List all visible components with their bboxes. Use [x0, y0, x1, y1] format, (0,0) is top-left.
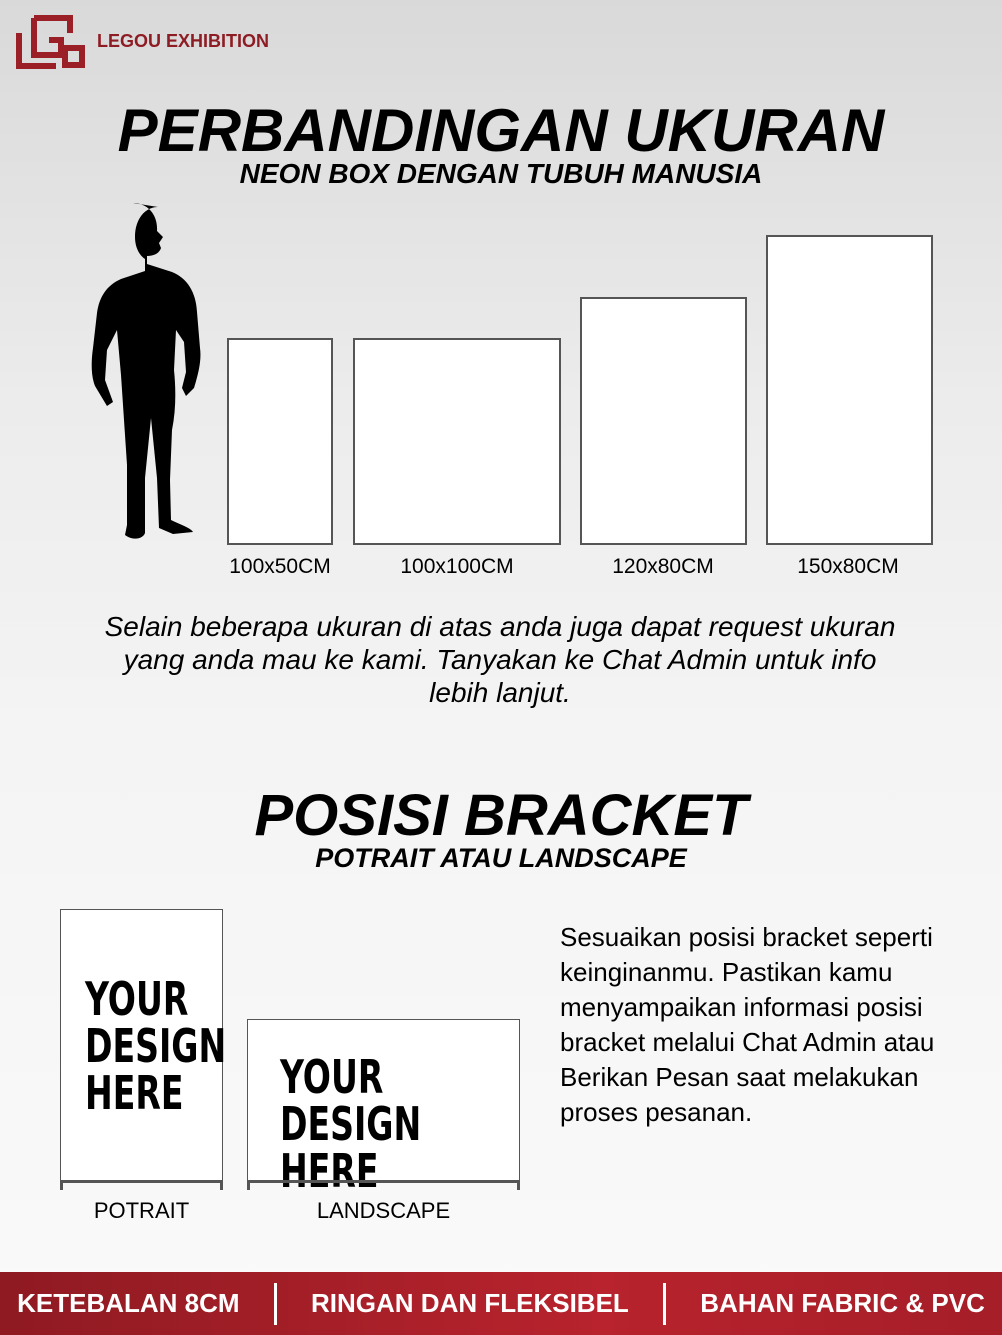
size-label: 100x100CM [400, 555, 514, 578]
landscape-bracket [247, 1180, 520, 1190]
portrait-box [60, 909, 227, 1182]
section1-title: PERBANDINGAN UKURAN [117, 97, 885, 164]
size-label: 150x80CM [797, 555, 899, 578]
human-silhouette-icon [58, 203, 213, 545]
size-label: 100x50CM [229, 555, 331, 578]
footer-bar [0, 1272, 1002, 1335]
brand-name: LEGOU EXHIBITION [97, 31, 270, 51]
landscape-box [247, 1019, 520, 1198]
portrait-label: POTRAIT [93, 1198, 190, 1223]
footer-divider [274, 1283, 277, 1325]
landscape-design-text: YOUR DESIGN HERE [280, 1050, 422, 1198]
footer-item: BAHAN FABRIC & PVC [700, 1288, 985, 1318]
footer-item: KETEBALAN 8CM [17, 1288, 240, 1318]
section1-subtitle: NEON BOX DENGAN TUBUH MANUSIA [239, 158, 763, 189]
footer-item: RINGAN DAN FLEKSIBEL [311, 1288, 629, 1318]
size-box-100x100 [353, 338, 561, 545]
bracket-description: Sesuaikan posisi bracket seperti keinginanmu. Pastikan kamu menyampaikan informasi posisi bracket melalui Chat Admin atau Berikan Pesan saat melakukan proses pesanan. [560, 922, 935, 1127]
size-label: 120x80CM [612, 555, 714, 578]
size-box-120x80 [580, 297, 747, 545]
logo-icon [16, 15, 86, 69]
section2-title: POSISI BRACKET [254, 783, 748, 848]
size-box-100x50 [227, 338, 333, 545]
section2-subtitle: POTRAIT ATAU LANDSCAPE [315, 843, 687, 873]
portrait-design-text: YOUR DESIGN HERE [85, 972, 227, 1120]
custom-size-note: Selain beberapa ukuran di atas anda juga dapat request ukuran yang anda mau ke kami. Tanyakan ke Chat Admin untuk info lebih lanjut. [104, 611, 896, 708]
landscape-label: LANDSCAPE [316, 1198, 451, 1223]
size-box-150x80 [766, 235, 933, 545]
portrait-bracket [60, 1180, 223, 1190]
footer-divider [663, 1283, 666, 1325]
